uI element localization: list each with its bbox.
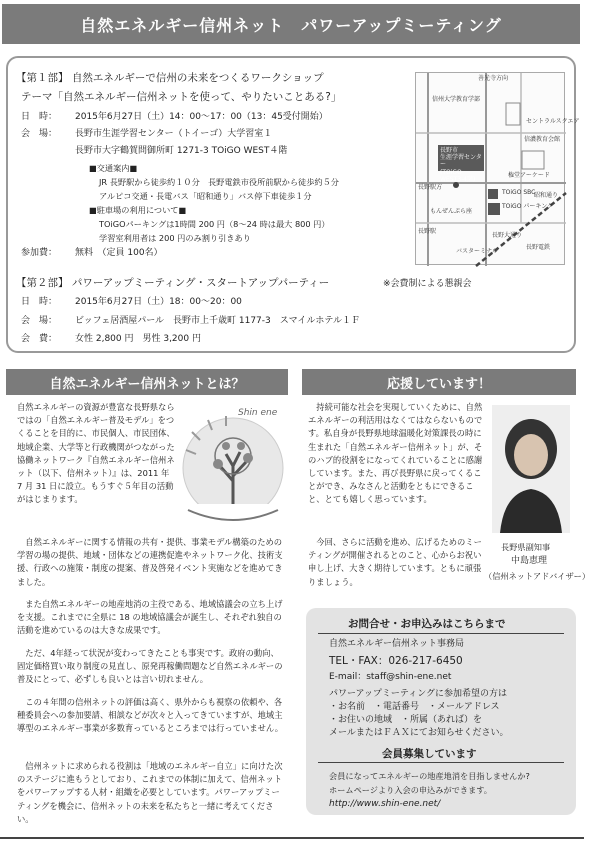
map-venue-label-2: 生涯学習センター — [440, 154, 482, 169]
part2-fee-value: 女性 2,800 円 男性 3,200 円 — [75, 334, 201, 344]
map-label-east: 長野大通り — [492, 232, 523, 239]
part2-fee-label: 会 費： — [21, 334, 58, 344]
support-paragraph-2: 今回、さらに活動を進め、広げるためのミーティングが開催されるとのこと、心からお祝い申し上げ、大きく期待しています。ともに頑張りましょう。 — [308, 537, 482, 587]
member-heading: 会員募集しています — [382, 748, 477, 760]
part1-fee-value: 無料 （定員 100名） — [75, 248, 163, 258]
member-line-2: ホームページより入会の申込みができます。 — [329, 785, 492, 795]
apply-line-1: パワーアップミーティングに参加希望の方は — [329, 689, 508, 699]
about-paragraph-4: ただ、4年経って状況が変わってきたことも事実です。政府の動向、固定価格買い取り制度の見直し、原発再稼働問題など自然エネルギーの普及にとって、必ずしも良いとは言い切れません。 — [17, 648, 283, 685]
bottom-rule — [0, 837, 584, 839]
caption-name: 中島恵理 — [511, 556, 548, 566]
about-paragraph-5: この４年間の信州ネットの評価は高く、県外からも視察の依頼や、各種委員会への参加要請、相談などが次々と入ってきていますが、地域主導型のエネルギー事業が多数育っているところまでは行っていません。 — [17, 697, 284, 734]
part1-heading: 【第１部】 自然エネルギーで信州の未来をつくるワークショップ — [16, 72, 324, 84]
map-label-shinano: 信濃教育会館 — [524, 136, 561, 143]
logo-text: Shin ene — [238, 408, 278, 418]
contact-org: 自然エネルギー信州ネット事務局 — [329, 639, 465, 649]
map-label-plaza: セントラルスクエア — [526, 118, 580, 125]
part1-venue-value: 長野市生涯学習センター（トイーゴ）大学習室１ — [75, 129, 273, 139]
about-paragraph-3: また自然エネルギーの地産地消の主役である、地域協議会の立ち上げを支援。これまでに全県に 18 の地域協議会が誕生し、それぞれ独自の活動を進めているのは大きな成果です。 — [17, 599, 283, 636]
member-divider — [318, 762, 564, 763]
parking-title: ■駐車場の利用について■ — [89, 205, 187, 215]
map-label-city: 長野駅 — [418, 228, 437, 235]
contact-heading: お問合せ・お申込みはこちらまで — [348, 618, 506, 630]
map-label-sbc: TOiGO SBC — [502, 189, 536, 196]
apply-line-3: ・お住いの地域 ・所属（あれば）を — [329, 715, 483, 725]
apply-line-2: ・お名前 ・電話番号 ・メールアドレス — [329, 702, 500, 712]
map-label-station-dir: 長野駅方 — [418, 184, 443, 191]
access-title: ■交通案内■ — [89, 163, 138, 173]
parking-line-2: 学習室利用者は 200 円のみ割り引きあり — [99, 233, 251, 243]
part2-heading: 【第２部】 パワーアップミーティング・スタートアップパーティー — [16, 277, 330, 289]
map-label-terminal: バスターミナル — [456, 248, 498, 255]
apply-line-4: メールまたはＦＡＸにてお知らせください。 — [329, 728, 509, 738]
access-line-1: JR 長野駅から徒歩約１０分 長野電鉄市役所前駅から徒歩約５分 — [99, 177, 339, 187]
caption-role: （信州ネットアドバイザー） — [484, 571, 590, 581]
part1-date-label: 日 時： — [21, 112, 58, 122]
map-label-route: 長野電鉄 — [526, 244, 551, 251]
contact-tel: TEL・FAX：026-217-6450 — [329, 655, 463, 667]
part2-date-label: 日 時： — [21, 297, 58, 307]
contact-divider — [318, 633, 564, 634]
venue-map — [415, 72, 580, 265]
part1-theme: テーマ「自然エネルギー信州ネットを使って、やりたいことある?」 — [21, 91, 342, 103]
map-label-monzen: もんぜんぷら座 — [430, 208, 473, 215]
part1-fee-label: 参加費： — [21, 248, 58, 258]
part2-venue-label: 会 場： — [21, 316, 58, 326]
part2-date-value: 2015年6月27日（土）18：00〜20：00 — [75, 297, 242, 307]
map-label-bus: 昭和通り — [534, 192, 559, 199]
parking-line-1: TOiGOパーキングは1時間 200 円（8〜24 時は最大 800 円） — [99, 219, 330, 229]
caption-title: 長野県副知事 — [501, 542, 551, 552]
part2-note: ※会費制による懇親会 — [383, 279, 472, 289]
contact-email[interactable]: E-mail：staff@shin-ene.net — [329, 672, 452, 682]
about-paragraph-1: 自然エネルギーの資源が豊富な長野県ならではの「自然エネルギー普及モデル」をつくることを目的に、市民個人、市民団体、地域企業、大学等と行政機関がつながった協働ネットワーク『自然エネルギー信州ネット（以下、信州ネット）』は、2011 年 7 月 31 日に設立。もうすぐ５年目の活動がはじまります。 — [17, 402, 175, 505]
page-title: 自然エネルギー信州ネット パワーアップミーティング — [2, 4, 580, 44]
access-line-2: アルピコ交通・長電バス「昭和通り」バス停下車徒歩１分 — [99, 191, 312, 201]
map-venue-label-1: 長野市 — [440, 147, 459, 154]
website-link[interactable]: http://www.shin-ene.net/ — [329, 799, 441, 809]
support-heading: 応援しています！ — [302, 369, 576, 395]
about-paragraph-2: 自然エネルギーに関する情報の共有・提供、事業モデル構築のための学習の場の提供、地域・団体などの連携促進やネットワーク化、技術支援、行政への施策・制度の提案、普及啓発イベント実施などを進めてきました。 — [17, 537, 283, 587]
map-venue-marker — [438, 145, 484, 183]
shin-ene-logo — [178, 406, 288, 534]
part1-date-value: 2015年6月27日（土）14：00〜17：00（13：45受付開始） — [75, 112, 328, 122]
vice-governor-photo — [492, 405, 570, 533]
support-paragraph-1: 持続可能な社会を実現していくために、自然エネルギーの利活用はなくてはならないものです。私自身が長野県地球温暖化対策課長の時に生まれた「自然エネルギー信州ネット」が、そのハブ的役割をになってくれていることに感謝しています。また、再び長野県に戻ってくることができ、みなさんと活動をともにできること、とても嬉しく思っています。 — [308, 402, 483, 505]
map-label-hall: 信州大学教育学部 — [432, 96, 481, 103]
map-label-arcade: 権堂アーケード — [508, 172, 550, 179]
map-venue-label-3: (TOiGO WEST3-4階) — [440, 168, 476, 183]
about-paragraph-6: 信州ネットに求められる役割は「地域のエネルギー自立」に向けた次のステージに進もうとしており、これまでの体制に加えて、信州ネットをパワーアップする人材・組織を必要としています。パワーアップミーティングを機会に、信州ネットの未来を私たちと一緒に考えてください。 — [17, 761, 283, 824]
map-label-parking: TOiGO パーキング — [502, 203, 554, 210]
map-label-north: 善光寺方向 — [478, 75, 509, 82]
about-heading: 自然エネルギー信州ネットとは？ — [6, 369, 288, 395]
part1-address: 長野市大字鶴賀問御所町 1271-3 TOiGO WEST４階 — [75, 146, 288, 156]
member-line-1: 会員になってエネルギーの地産地消を目指しませんか? — [329, 771, 530, 781]
part1-venue-label: 会 場： — [21, 129, 58, 139]
part2-venue-value: ビッフェ居酒屋パール 長野市上千歳町 1177-3 スマイルホテル１Ｆ — [75, 316, 360, 326]
